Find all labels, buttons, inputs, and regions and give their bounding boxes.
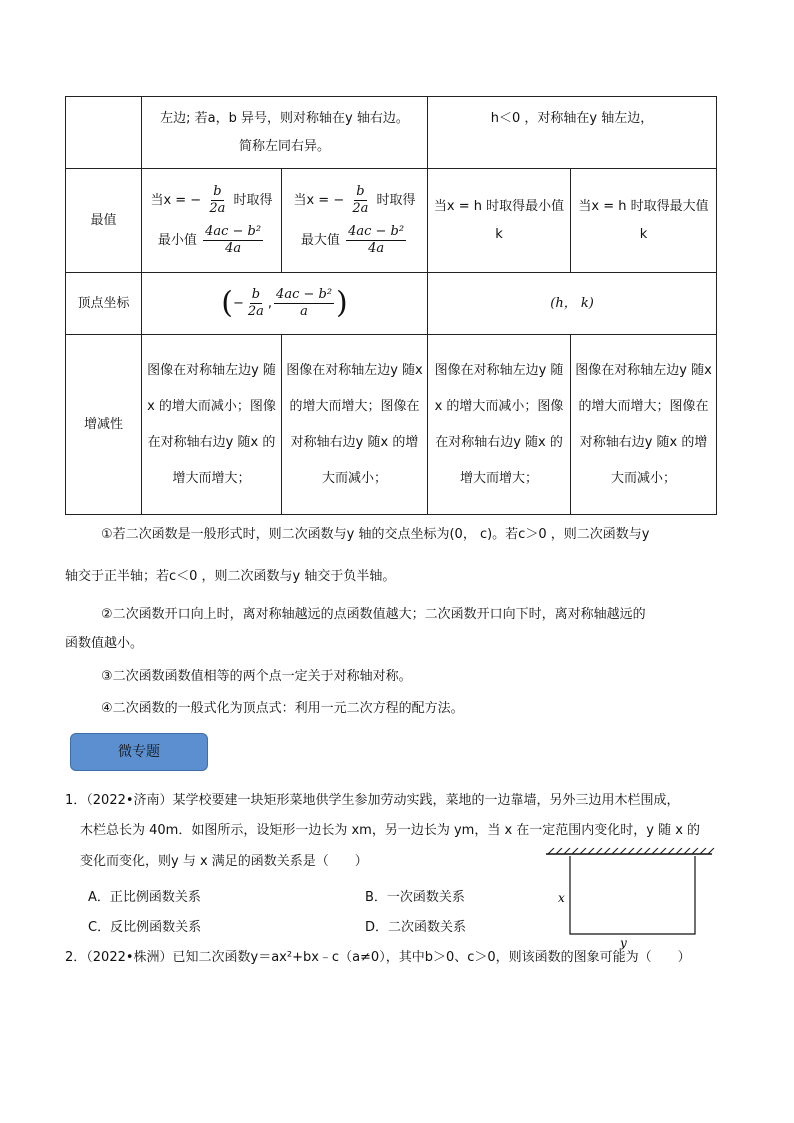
row4-label: 增减性 (66, 335, 142, 515)
note-3: ③二次函数函数值相等的两个点一定关于对称轴对称。 (101, 669, 412, 684)
label-x: x (558, 891, 565, 905)
row1-right-cell (428, 97, 717, 169)
row1-left-cell (142, 97, 428, 169)
row2-max-cell: 当x = − $\frac{b}{2a}$ 时取得 最大值 $\frac{\text{4ac − b²}}{4a}$ (282, 169, 428, 273)
row2-label: 最值 (66, 169, 142, 273)
fraction: $\frac{\text{4ac − b²}}{a}$ (276, 287, 333, 319)
row1-left-text: 左边; 若a，b 异号，则对称轴在y 轴右边。 (160, 110, 409, 126)
row2-min-cell: 当x = − $\frac{b}{2a}$ 时取得 最小值 $\frac{\text{4ac − b²}}{4a}$ (142, 169, 282, 273)
fraction: $\frac{b}{2a}$ (209, 183, 226, 216)
section-badge: 微专题 (70, 733, 208, 771)
q1-line1: 1．（2022•济南）某学校要建一块矩形菜地供学生参加劳动实践，菜地的一边靠墙，另外三边用木栏围成， (65, 793, 680, 808)
row3-label: 顶点坐标 (66, 273, 142, 335)
q1-option-b: B．一次函数关系 (365, 890, 465, 905)
row1-left-text2: 简称左同右异。 (239, 138, 331, 154)
q1-option-c: C．反比例函数关系 (88, 920, 202, 935)
wall-hatch (548, 848, 714, 854)
properties-table (65, 96, 717, 515)
q1-line3: 变化而变化，则y 与 x 满足的函数关系是（ ） (80, 854, 368, 869)
row4-c2: 图像在对称轴左边y 随x 的增大而增大；图像在对称轴右边y 随x 的增大而减小； (282, 335, 428, 515)
q1-option-d: D．二次函数关系 (365, 920, 467, 935)
note-2b: 函数值越小。 (65, 636, 144, 651)
label-y: y (620, 936, 627, 950)
row4-c3: 图像在对称轴左边y 随x 的增大而减小；图像在对称轴右边y 随x 的增大而增大； (428, 335, 571, 515)
row3-vertex-formula: (− $\frac{b}{2a}$ , $\frac{\text{4ac − b²}}{a}$ ) (142, 273, 428, 335)
row4-c1: 图像在对称轴左边y 随x 的增大而减小；图像在对称轴右边y 随x 的增大而增大； (142, 335, 282, 515)
note-1a: ①若二次函数是一般形式时，则二次函数与y 轴的交点坐标为(0， c)。若c＞0 ，则二次函数与y (101, 527, 650, 542)
note-4: ④二次函数的一般式化为顶点式：利用一元二次方程的配方法。 (101, 701, 464, 716)
fraction: $\frac{\text{4ac − b²}}{4a}$ (205, 223, 262, 256)
row2-vertex-min-cell: 当x = h 时取得最小值k (428, 169, 571, 273)
fence-rectangle (570, 856, 695, 934)
row4-c4: 图像在对称轴左边y 随x 的增大而增大；图像在对称轴右边y 随x 的增大而减小； (571, 335, 717, 515)
row1-empty-label (66, 97, 142, 169)
q1-option-a: A．正比例函数关系 (88, 890, 201, 905)
note-1b: 轴交于正半轴；若c＜0 ，则二次函数与y 轴交于负半轴。 (65, 569, 396, 584)
row1-right-text: h＜0 ，对称轴在y 轴左边， (490, 111, 654, 126)
q2-line1: 2．（2022•株洲）已知二次函数y＝ax²+bx﹣c（a≠0），其中b＞0、c＞0，则该函数的图象可能为（ ） (65, 950, 691, 965)
note-2a: ②二次函数开口向上时，离对称轴越远的点函数值越大；二次函数开口向下时，离对称轴越远的 (101, 607, 646, 622)
fraction: $\frac{b}{2a}$ (352, 183, 369, 216)
fraction: $\frac{\text{4ac − b²}}{4a}$ (348, 223, 405, 256)
row2-vertex-max-cell: 当x = h 时取得最大值k (571, 169, 717, 273)
fraction: $\frac{b}{2a}$ (247, 287, 264, 319)
row3-vertex-hk: (h， k) (428, 273, 717, 335)
q1-line2: 木栏总长为 40m．如图所示，设矩形一边长为 xm，另一边长为 ym，当 x 在一定范围内变化时，y 随 x 的 (80, 823, 701, 838)
q1-figure (540, 844, 720, 950)
